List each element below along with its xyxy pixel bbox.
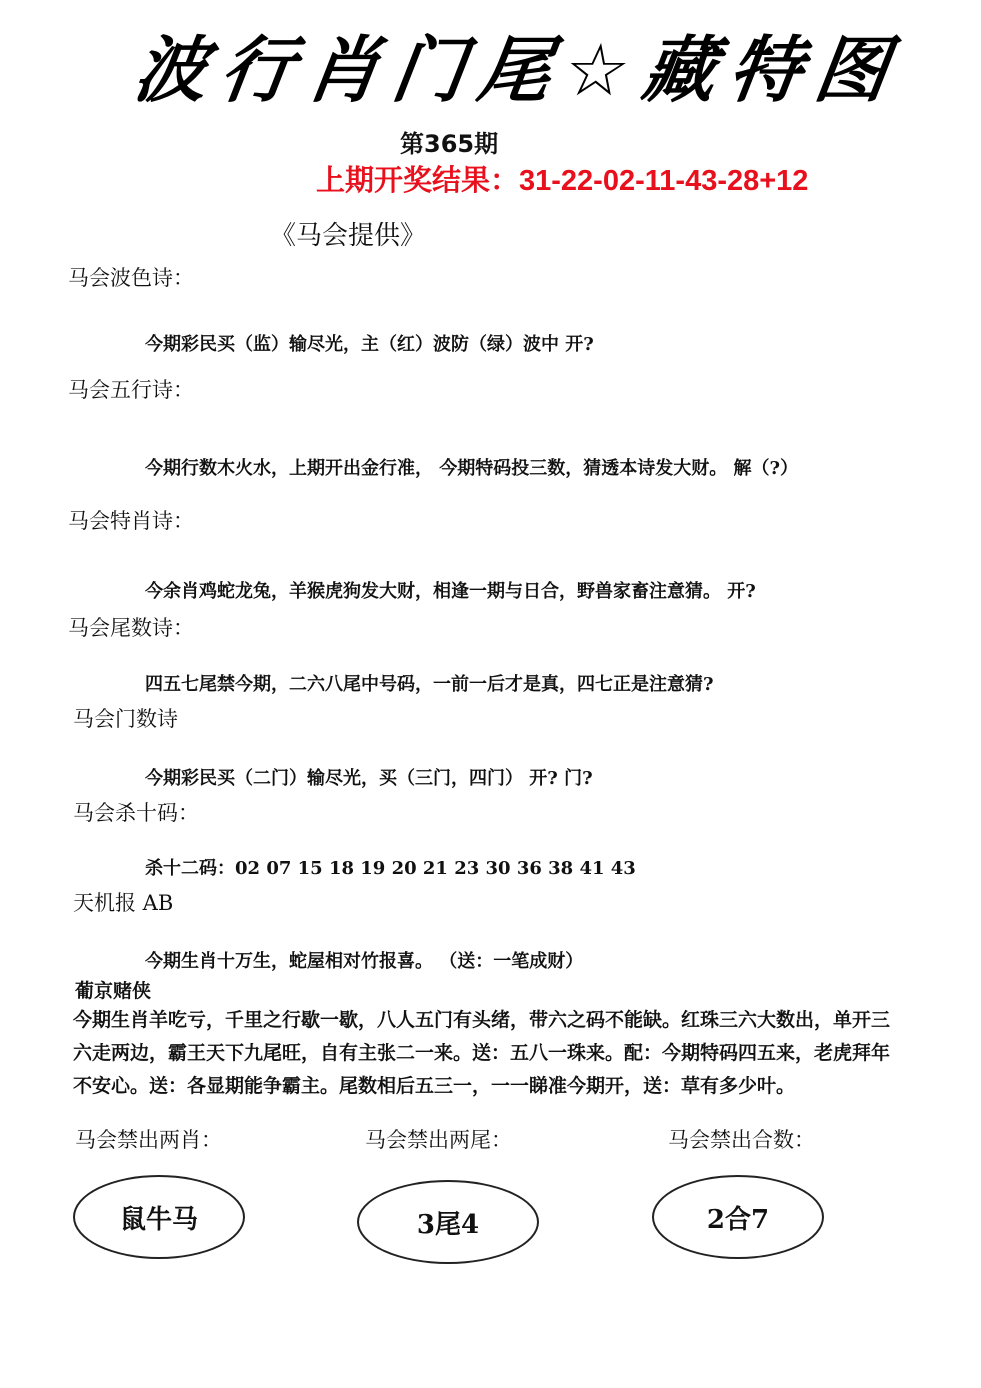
issue-number: 第365期	[400, 130, 499, 158]
section-label-wave-color: 马会波色诗：	[68, 266, 194, 290]
section-label-tianji: 天机报 AB	[73, 891, 174, 915]
ban-value-tail: 3尾4	[357, 1180, 539, 1264]
section-text-kill-numbers: 杀十二码：02 07 15 18 19 20 21 23 30 36 38 41 43	[145, 858, 636, 879]
ban-value-zodiac: 鼠牛马	[73, 1175, 245, 1259]
section-text-zodiac: 今余肖鸡蛇龙兔，羊猴虎狗发大财，相逢一期与日合，野兽家畜注意猜。 开?	[145, 581, 756, 602]
last-result	[316, 158, 808, 199]
gambler-label: 葡京赌侠	[75, 980, 152, 1002]
page-title: 波行肖门尾☆藏特图	[129, 28, 908, 112]
section-text-wave-color: 今期彩民买（监）输尽光，主（红）波防（绿）波中 开?	[145, 334, 594, 355]
section-label-kill-numbers: 马会杀十码：	[73, 801, 199, 825]
ban-label-tail: 马会禁出两尾：	[365, 1128, 512, 1152]
section-label-zodiac: 马会特肖诗：	[68, 509, 194, 533]
ban-label-zodiac: 马会禁出两肖：	[75, 1128, 222, 1152]
provider-label: 《马会提供》	[270, 221, 427, 251]
ban-label-sum: 马会禁出合数：	[668, 1128, 815, 1152]
section-label-five-elements: 马会五行诗：	[68, 378, 194, 402]
section-text-five-elements: 今期行数木火水，上期开出金行准， 今期特码投三数，猜透本诗发大财。 解（?）	[145, 458, 799, 479]
section-text-door-number: 今期彩民买（二门）输尽光，买（三门，四门） 开? 门?	[145, 768, 593, 789]
last-result-numbers: 31-22-02-11-43-28+12	[519, 165, 809, 197]
ban-value-sum: 2合7	[652, 1175, 824, 1259]
section-text-tail-number: 四五七尾禁今期，二六八尾中号码，一前一后才是真，四七正是注意猜?	[145, 674, 714, 695]
section-label-tail-number: 马会尾数诗：	[68, 616, 194, 640]
last-result-label: 上期开奖结果：	[316, 165, 520, 197]
section-text-tianji: 今期生肖十万生，蛇屋相对竹报喜。 （送：一笔成财）	[145, 951, 584, 972]
gambler-text: 今期生肖羊吃亏，千里之行歇一歇，八人五门有头绪，带六之码不能缺。红珠三六大数出，单开三六走两边，霸王天下九尾旺，自有主张二一来。送：五八一珠来。配：今期特码四五来，老虎拜年不安心。送：各显期能争霸主。尾数相后五三一，一一睇准今期开，送：草有多少叶。	[73, 1009, 891, 1097]
section-label-door-number: 马会门数诗	[73, 707, 178, 731]
